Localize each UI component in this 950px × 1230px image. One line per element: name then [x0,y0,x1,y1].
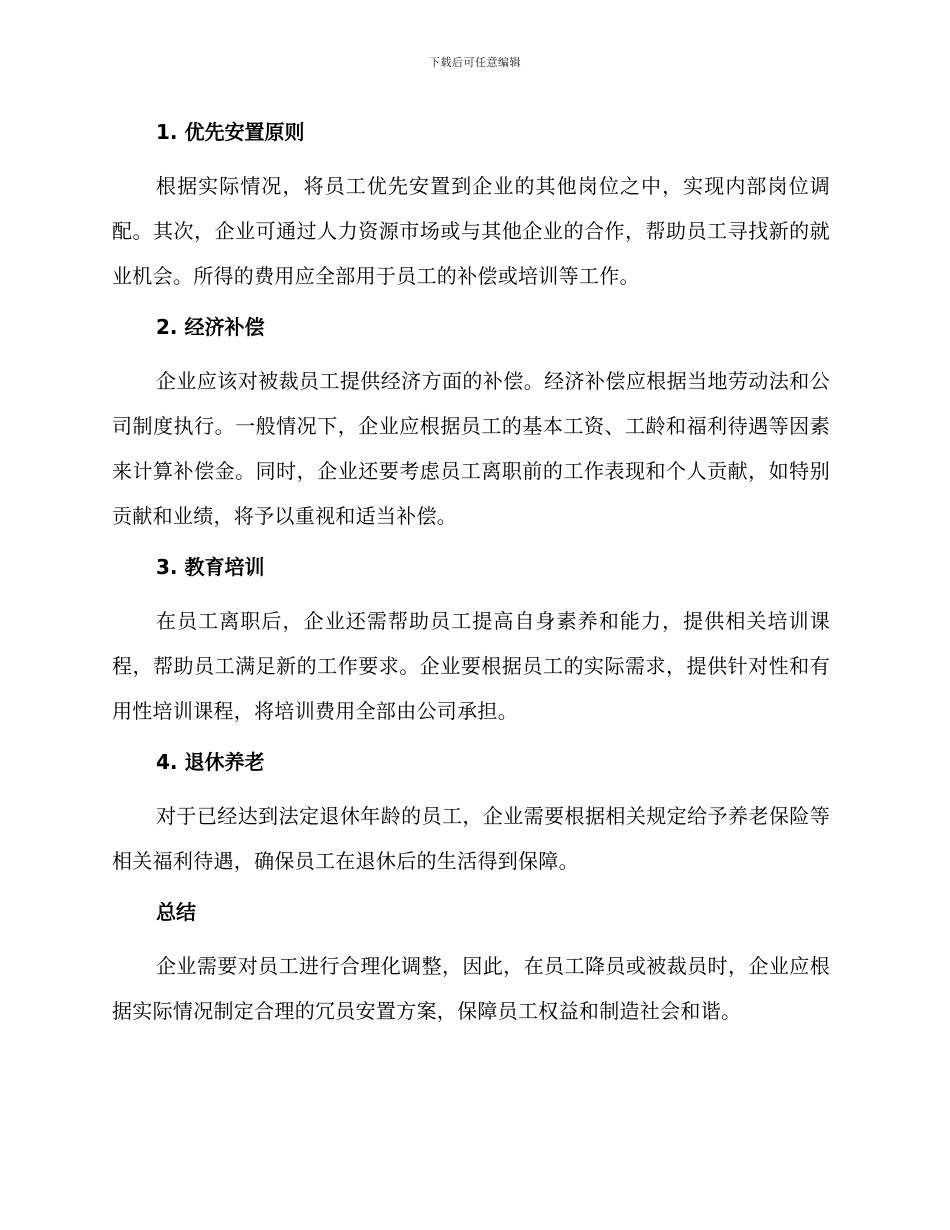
page-header-note: 下载后可任意编辑 [429,56,521,69]
section-paragraph-summary: 企业需要对员工进行合理化调整，因此，在员工降员或被裁员时，企业应根据实际情况制定合理的冗员安置方案，保障员工权益和制造社会和谐。 [112,954,830,1023]
section-heading-1: 1. 优先安置原则 [156,120,305,144]
section-paragraph-1: 根据实际情况，将员工优先安置到企业的其他岗位之中，实现内部岗位调配。其次，企业可通过人力资源市场或与其他企业的合作，帮助员工寻找新的就业机会。所得的费用应全部用于员工的补偿或培训等工作。 [112,174,830,288]
document-body [112,112,830,1034]
section-paragraph-4: 对于已经达到法定退休年龄的员工，企业需要根据相关规定给予养老保险等相关福利待遇，确保员工在退休后的生活得到保障。 [112,804,830,873]
section-paragraph-2: 企业应该对被裁员工提供经济方面的补偿。经济补偿应根据当地劳动法和公司制度执行。一般情况下，企业应根据员工的基本工资、工龄和福利待遇等因素来计算补偿金。同时，企业还要考虑员工离职前的工作表现和个人贡献，如特别贡献和业绩，将予以重视和适当补偿。 [112,369,830,528]
section-heading-4: 4. 退休养老 [156,750,265,774]
section-heading-summary: 总结 [156,900,196,924]
section-heading-3: 3. 教育培训 [156,555,265,579]
section-heading-2: 2. 经济补偿 [156,315,265,339]
section-paragraph-3: 在员工离职后，企业还需帮助员工提高自身素养和能力，提供相关培训课程，帮助员工满足新的工作要求。企业要根据员工的实际需求，提供针对性和有用性培训课程，将培训费用全部由公司承担。 [112,609,830,723]
